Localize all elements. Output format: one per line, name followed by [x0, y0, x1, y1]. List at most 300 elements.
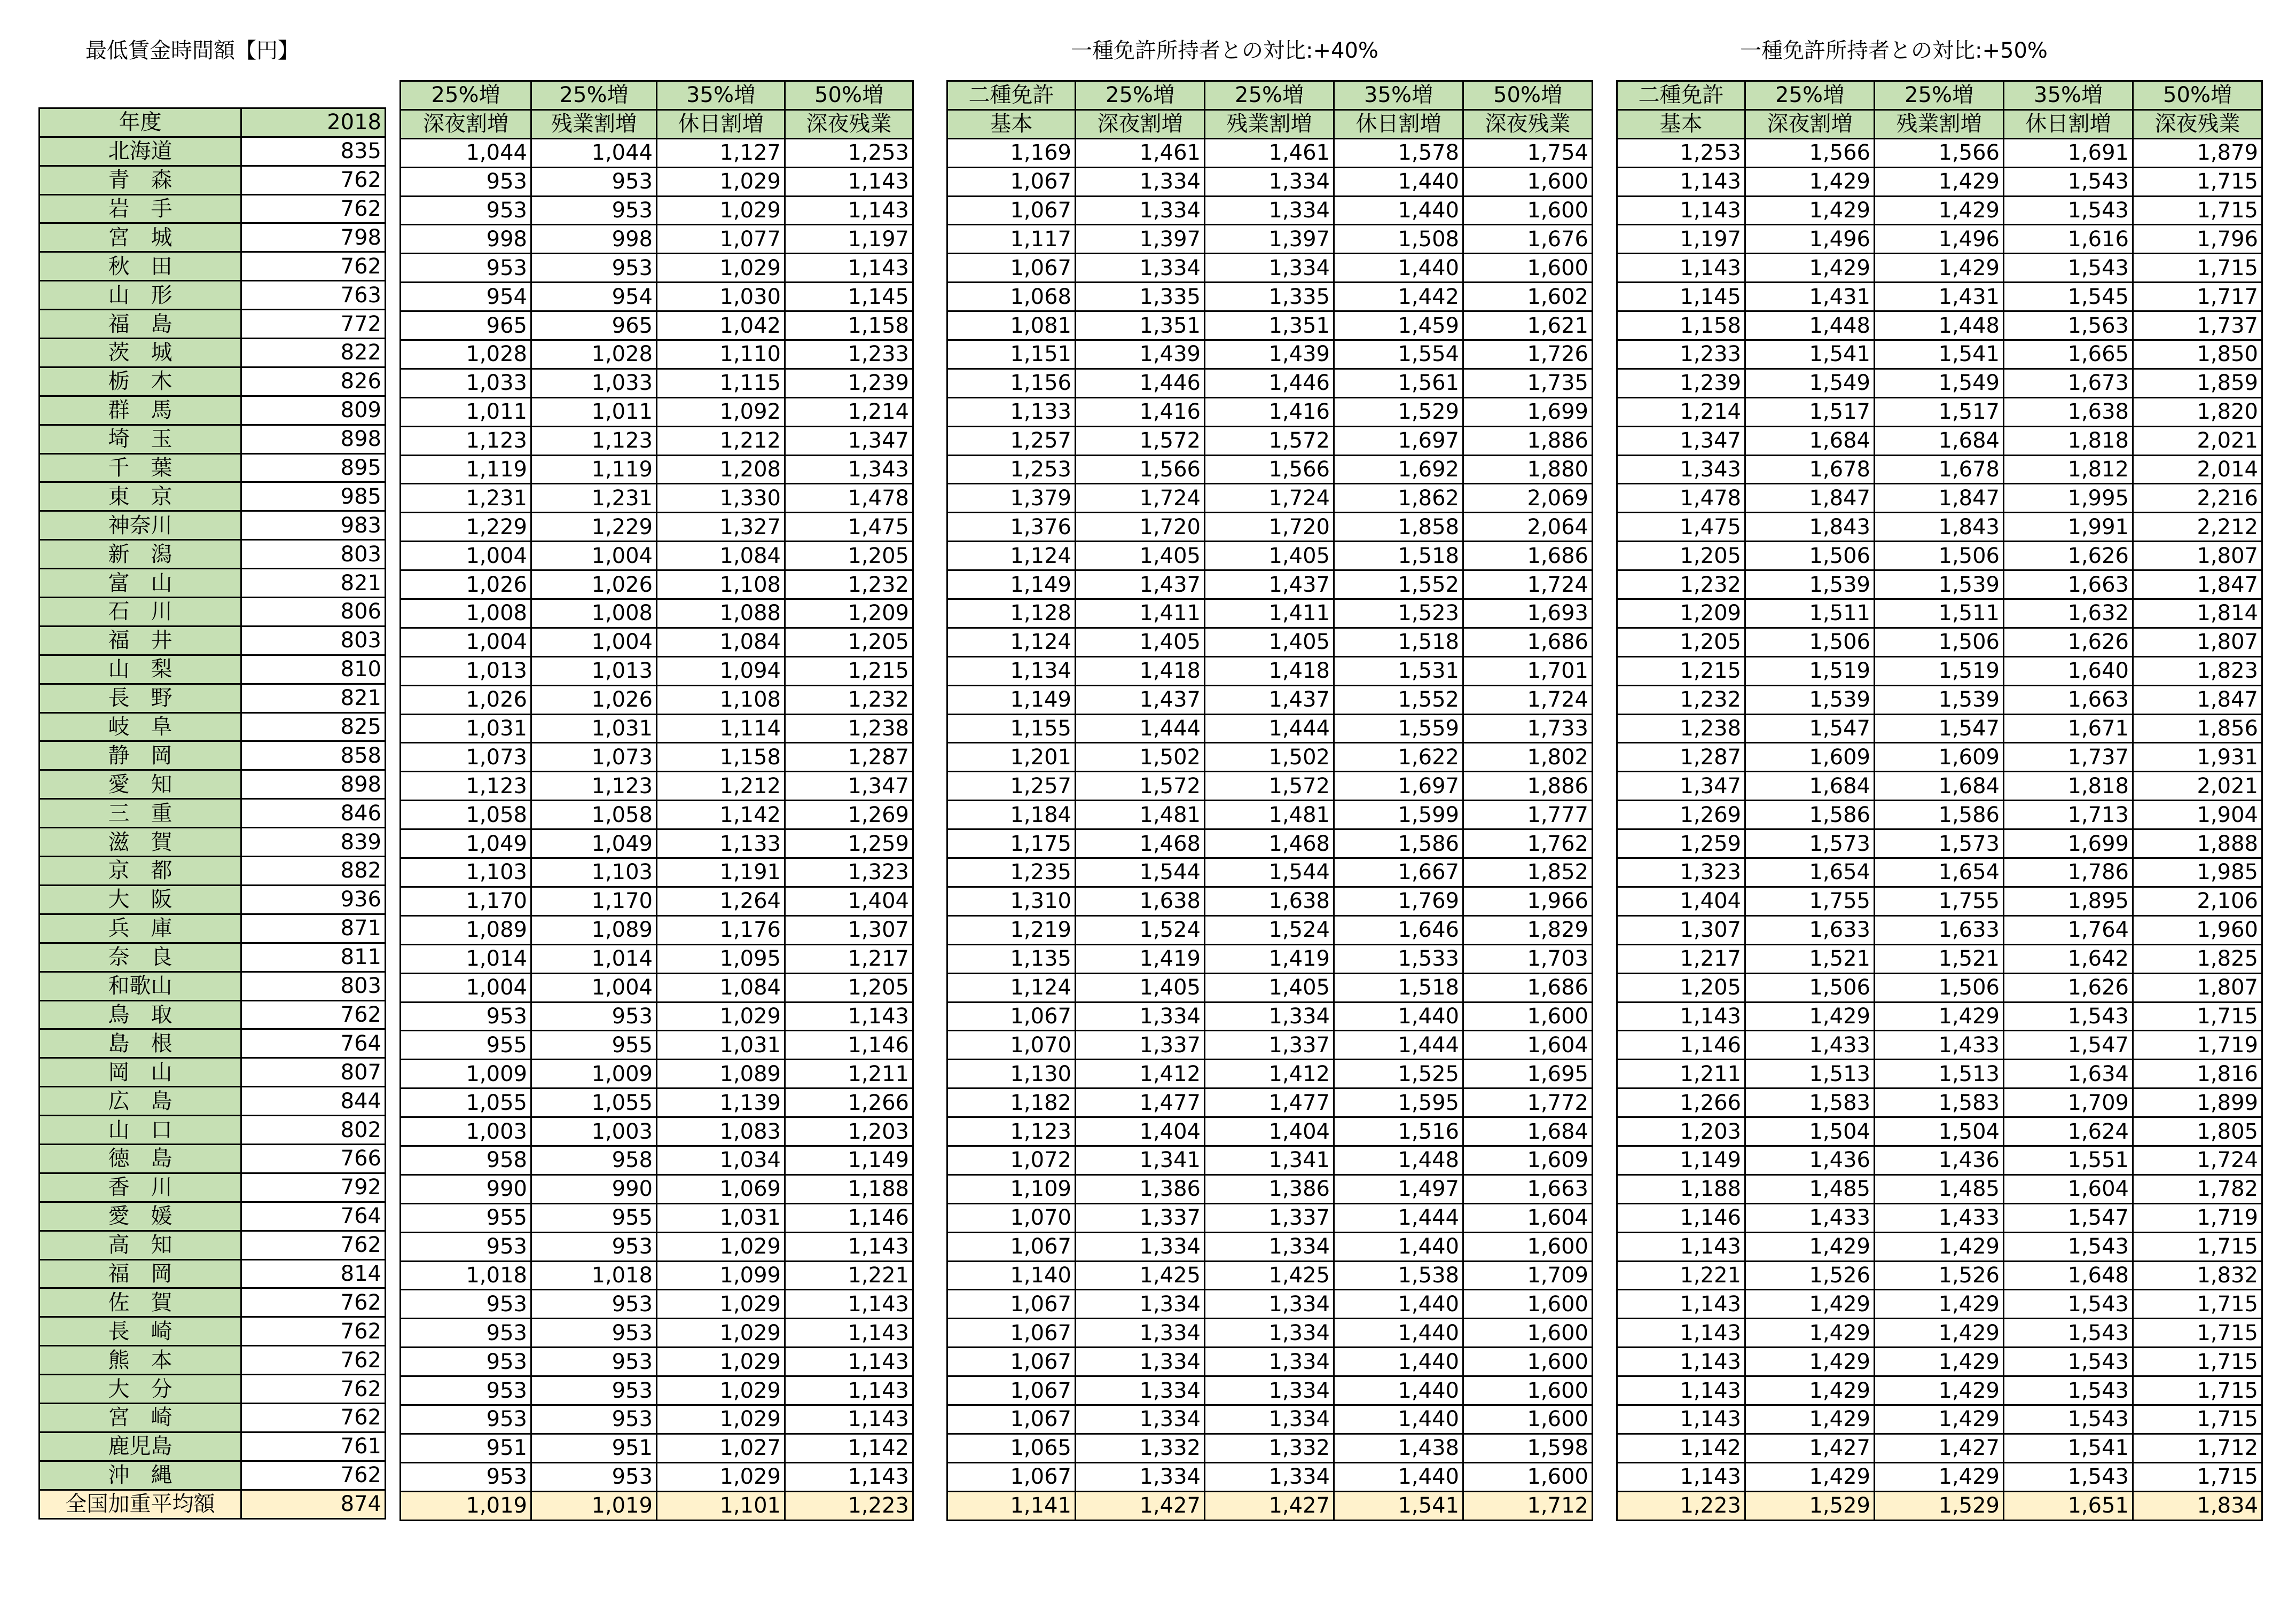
prefecture-name: 兵 庫	[40, 914, 241, 943]
wage-cell: 1,459	[1334, 311, 1463, 340]
table-row	[947, 1319, 1593, 1348]
table-row	[40, 1231, 386, 1259]
table-row	[401, 1376, 913, 1405]
wage-cell: 1,067	[947, 1376, 1076, 1405]
wage-cell: 1,642	[2004, 944, 2133, 973]
wage-cell: 1,543	[2004, 254, 2133, 283]
column-header-type: 休日割増	[2004, 109, 2133, 138]
table-row	[947, 1031, 1593, 1060]
wage-cell: 1,684	[1463, 1117, 1593, 1146]
wage-cell: 1,123	[531, 426, 657, 455]
table-row	[40, 598, 386, 627]
table-row	[401, 254, 913, 283]
wage-cell: 1,416	[1076, 397, 1205, 426]
wage-cell: 1,544	[1076, 858, 1205, 887]
wage-cell: 1,529	[1745, 1491, 1875, 1520]
wage-cell: 1,692	[1334, 455, 1463, 484]
wage-cell: 990	[531, 1174, 657, 1203]
prefecture-name: 大 分	[40, 1375, 241, 1404]
minimum-wage-value: 810	[241, 655, 386, 684]
wage-cell: 1,513	[1875, 1060, 2004, 1089]
table-row	[401, 1405, 913, 1434]
wage-cell: 1,820	[2133, 397, 2262, 426]
wage-cell: 953	[401, 1405, 531, 1434]
wage-cell: 1,547	[2004, 1203, 2133, 1232]
wage-cell: 1,600	[1463, 196, 1593, 225]
prefecture-name: 山 梨	[40, 655, 241, 684]
minimum-wage-value: 766	[241, 1144, 386, 1173]
table-row	[1617, 1261, 2262, 1290]
wage-cell: 1,235	[947, 858, 1076, 887]
table-row	[40, 1116, 386, 1145]
table-row	[947, 1261, 1593, 1290]
wage-cell: 1,715	[2133, 1319, 2262, 1348]
wage-cell: 1,442	[1334, 283, 1463, 311]
wage-cell: 1,330	[657, 484, 785, 513]
wage-cell: 1,440	[1334, 1376, 1463, 1405]
wage-cell: 1,880	[1463, 455, 1593, 484]
table-row	[1617, 1031, 2262, 1060]
wage-cell: 1,205	[785, 973, 913, 1002]
wage-cell: 1,772	[1463, 1089, 1593, 1117]
wage-cell: 1,327	[657, 513, 785, 542]
wage-cell: 1,033	[531, 369, 657, 397]
table-row	[947, 1462, 1593, 1491]
group-header-plus50: 一種免許所持者との対比:+50%	[1740, 38, 2048, 63]
wage-cell: 953	[531, 1405, 657, 1434]
wage-cell: 1,600	[1463, 167, 1593, 196]
wage-cell: 1,013	[531, 656, 657, 685]
wage-cell: 1,029	[657, 167, 785, 196]
wage-cell: 1,418	[1205, 656, 1334, 685]
wage-cell: 1,334	[1205, 1405, 1334, 1434]
wage-cell: 1,812	[2004, 455, 2133, 484]
wage-cell: 1,405	[1205, 628, 1334, 656]
wage-cell: 1,852	[1463, 858, 1593, 887]
wage-cell: 1,103	[401, 858, 531, 887]
wage-cell: 953	[531, 1290, 657, 1319]
wage-cell: 1,145	[1617, 283, 1745, 311]
wage-cell: 1,676	[1463, 225, 1593, 254]
wage-cell: 1,533	[1334, 944, 1463, 973]
wage-cell: 1,518	[1334, 973, 1463, 1002]
wage-cell: 1,440	[1334, 196, 1463, 225]
wage-cell: 1,496	[1745, 225, 1875, 254]
wage-cell: 1,084	[657, 973, 785, 1002]
wage-cell: 1,119	[531, 455, 657, 484]
wage-cell: 1,543	[2004, 1376, 2133, 1405]
wage-cell: 1,029	[657, 196, 785, 225]
wage-cell: 1,334	[1076, 1002, 1205, 1031]
wage-cell: 1,427	[1745, 1434, 1875, 1462]
wage-cell: 1,807	[2133, 542, 2262, 570]
wage-cell: 1,654	[1875, 858, 2004, 887]
prefecture-name: 滋 賀	[40, 828, 241, 857]
wage-cell: 1,221	[785, 1261, 913, 1290]
table-row	[947, 599, 1593, 628]
wage-cell: 1,886	[1463, 772, 1593, 801]
wage-cell: 1,170	[401, 887, 531, 915]
table-row	[401, 801, 913, 829]
wage-cell: 2,106	[2133, 887, 2262, 915]
wage-cell: 1,149	[947, 685, 1076, 714]
wage-cell: 1,003	[401, 1117, 531, 1146]
wage-cell: 1,823	[2133, 656, 2262, 685]
wage-cell: 1,142	[657, 801, 785, 829]
wage-cell: 1,572	[1076, 426, 1205, 455]
wage-cell: 1,551	[2004, 1146, 2133, 1174]
wage-cell: 1,223	[1617, 1491, 1745, 1520]
wage-cell: 1,188	[785, 1174, 913, 1203]
wage-cell: 1,124	[947, 628, 1076, 656]
table-row	[40, 770, 386, 799]
wage-cell: 1,638	[1076, 887, 1205, 915]
wage-cell: 1,101	[657, 1491, 785, 1520]
wage-cell: 1,029	[657, 1405, 785, 1434]
table-row	[1617, 1117, 2262, 1146]
wage-cell: 1,521	[1875, 944, 2004, 973]
table-row	[947, 283, 1593, 311]
wage-cell: 1,149	[785, 1146, 913, 1174]
wage-cell: 1,142	[1617, 1434, 1745, 1462]
wage-cell: 951	[531, 1434, 657, 1462]
minimum-wage-value: 898	[241, 770, 386, 799]
wage-cell: 1,029	[657, 1319, 785, 1348]
minimum-wage-value: 936	[241, 885, 386, 914]
wage-cell: 1,477	[1205, 1089, 1334, 1117]
wage-cell: 2,021	[2133, 426, 2262, 455]
prefecture-name: 熊 本	[40, 1346, 241, 1375]
table-row	[401, 656, 913, 685]
wage-cell: 1,561	[1334, 369, 1463, 397]
wage-cell: 1,149	[1617, 1146, 1745, 1174]
table-title: 最低賃金時間額【円】	[85, 38, 299, 63]
minimum-wage-value: 871	[241, 914, 386, 943]
wage-cell: 1,769	[1334, 887, 1463, 915]
minimum-wage-value: 763	[241, 281, 386, 310]
minimum-wage-value: 762	[241, 1375, 386, 1404]
wage-cell: 1,142	[785, 1434, 913, 1462]
wage-cell: 1,529	[1875, 1491, 2004, 1520]
table-row	[1617, 167, 2262, 196]
table-row	[947, 1174, 1593, 1203]
wage-cell: 1,343	[1617, 455, 1745, 484]
wage-cell: 1,411	[1076, 599, 1205, 628]
wage-cell: 953	[531, 1376, 657, 1405]
wage-cell: 1,814	[2133, 599, 2262, 628]
wage-cell: 1,667	[1334, 858, 1463, 887]
wage-cell: 1,133	[657, 829, 785, 858]
table-row	[40, 339, 386, 367]
prefecture-name: 長 崎	[40, 1317, 241, 1346]
wage-cell: 1,029	[657, 1376, 785, 1405]
prefecture-name: 島 根	[40, 1029, 241, 1058]
wage-cell: 1,437	[1205, 570, 1334, 599]
wage-cell: 1,541	[1334, 1491, 1463, 1520]
wage-cell: 1,436	[1745, 1146, 1875, 1174]
prefecture-name: 福 島	[40, 310, 241, 339]
wage-cell: 1,257	[947, 426, 1076, 455]
wage-cell: 1,715	[2133, 1002, 2262, 1031]
wage-cell: 1,257	[947, 772, 1076, 801]
wage-cell: 1,626	[2004, 628, 2133, 656]
table-row	[947, 426, 1593, 455]
wage-cell: 1,834	[2133, 1491, 2262, 1520]
wage-cell: 1,205	[1617, 542, 1745, 570]
table-row	[1617, 1290, 2262, 1319]
minimum-wage-value: 762	[241, 1288, 386, 1317]
wage-cell: 1,376	[947, 513, 1076, 542]
wage-cell: 1,084	[657, 542, 785, 570]
wage-cell: 1,539	[1875, 570, 2004, 599]
wage-cell: 1,124	[947, 542, 1076, 570]
table-row	[1617, 254, 2262, 283]
table-row	[1617, 397, 2262, 426]
table-row	[40, 885, 386, 914]
table-row	[947, 484, 1593, 513]
wage-cell: 1,287	[1617, 743, 1745, 772]
wage-cell: 1,726	[1463, 340, 1593, 369]
minimum-wage-value: 762	[241, 1346, 386, 1375]
wage-cell: 1,429	[1745, 1376, 1875, 1405]
wage-cell: 1,544	[1205, 858, 1334, 887]
wage-cell: 955	[401, 1203, 531, 1232]
wage-cell: 1,604	[2004, 1174, 2133, 1203]
prefecture-name: 静 岡	[40, 741, 241, 770]
wage-cell: 1,511	[1745, 599, 1875, 628]
wage-cell: 1,724	[1076, 484, 1205, 513]
wage-cell: 1,539	[1875, 685, 2004, 714]
minimum-wage-value: 762	[241, 1403, 386, 1432]
minimum-wage-value: 858	[241, 741, 386, 770]
prefecture-name: 愛 知	[40, 770, 241, 799]
wage-cell: 1,044	[531, 138, 657, 167]
table-row	[40, 1288, 386, 1317]
wage-cell: 1,143	[785, 167, 913, 196]
wage-cell: 1,506	[1745, 628, 1875, 656]
minimum-wage-value: 803	[241, 972, 386, 1000]
wage-cell: 1,719	[2133, 1031, 2262, 1060]
wage-cell: 1,429	[1875, 254, 2004, 283]
wage-cell: 1,073	[531, 743, 657, 772]
wage-cell: 1,506	[1745, 973, 1875, 1002]
prefecture-name: 岡 山	[40, 1058, 241, 1087]
wage-cell: 1,013	[401, 656, 531, 685]
wage-cell: 1,782	[2133, 1174, 2262, 1203]
table-row	[40, 310, 386, 339]
wage-cell: 1,543	[2004, 1290, 2133, 1319]
wage-cell: 1,431	[1875, 283, 2004, 311]
wage-cell: 1,058	[401, 801, 531, 829]
wage-cell: 1,067	[947, 196, 1076, 225]
wage-cell: 953	[401, 1462, 531, 1491]
wage-cell: 1,899	[2133, 1089, 2262, 1117]
wage-cell: 1,334	[1205, 1232, 1334, 1261]
column-header-type: 深夜残業	[785, 109, 913, 138]
wage-cell: 1,436	[1875, 1146, 2004, 1174]
wage-cell: 1,737	[2133, 311, 2262, 340]
table-row	[401, 685, 913, 714]
wage-cell: 1,638	[2004, 397, 2133, 426]
wage-cell: 1,802	[1463, 743, 1593, 772]
table-row	[947, 1146, 1593, 1174]
table-row	[1617, 1348, 2262, 1376]
table-row	[1617, 570, 2262, 599]
wage-cell: 1,029	[657, 254, 785, 283]
wage-cell: 1,089	[401, 915, 531, 944]
wage-cell: 1,188	[1617, 1174, 1745, 1203]
wage-cell: 1,067	[947, 1319, 1076, 1348]
wage-cell: 1,720	[1205, 513, 1334, 542]
wage-cell: 1,029	[657, 1348, 785, 1376]
wage-cell: 1,904	[2133, 801, 2262, 829]
wage-cell: 1,425	[1205, 1261, 1334, 1290]
table-row	[40, 166, 386, 194]
wage-cell: 1,715	[2133, 1376, 2262, 1405]
table-row	[40, 1375, 386, 1404]
wage-cell: 1,518	[1334, 628, 1463, 656]
wage-cell: 1,504	[1745, 1117, 1875, 1146]
column-header-rate: 50%増	[1463, 81, 1593, 110]
table-row	[401, 599, 913, 628]
wage-cell: 1,259	[785, 829, 913, 858]
wage-cell: 1,334	[1205, 1348, 1334, 1376]
wage-cell: 954	[531, 283, 657, 311]
wage-cell: 1,334	[1205, 1462, 1334, 1491]
minimum-wage-value: 761	[241, 1432, 386, 1461]
wage-cell: 1,332	[1076, 1434, 1205, 1462]
group2-table	[946, 80, 1593, 1521]
wage-cell: 1,545	[2004, 283, 2133, 311]
wage-cell: 1,169	[947, 138, 1076, 167]
wage-cell: 1,386	[1076, 1174, 1205, 1203]
table-row	[947, 196, 1593, 225]
column-header-rate: 25%増	[1875, 81, 2004, 110]
wage-cell: 1,433	[1875, 1203, 2004, 1232]
table-row	[40, 367, 386, 396]
wage-cell: 1,341	[1076, 1146, 1205, 1174]
wage-cell: 1,058	[531, 801, 657, 829]
wage-cell: 990	[401, 1174, 531, 1203]
wage-cell: 1,214	[785, 397, 913, 426]
wage-cell: 1,143	[785, 1290, 913, 1319]
wage-cell: 1,149	[947, 570, 1076, 599]
wage-cell: 1,724	[1205, 484, 1334, 513]
wage-cell: 1,818	[2004, 772, 2133, 801]
table-row	[40, 482, 386, 511]
wage-cell: 1,429	[1745, 167, 1875, 196]
table-row	[401, 1290, 913, 1319]
wage-cell: 1,566	[1745, 138, 1875, 167]
wage-cell: 1,524	[1205, 915, 1334, 944]
average-row	[401, 1491, 913, 1520]
wage-cell: 1,724	[1463, 570, 1593, 599]
wage-cell: 1,468	[1076, 829, 1205, 858]
wage-cell: 1,578	[1334, 138, 1463, 167]
table-row	[401, 944, 913, 973]
wage-cell: 1,231	[531, 484, 657, 513]
wage-cell: 1,437	[1076, 685, 1205, 714]
wage-cell: 1,205	[1617, 628, 1745, 656]
table-row	[40, 252, 386, 281]
wage-cell: 1,847	[1875, 484, 2004, 513]
minimum-wage-value: 762	[241, 1317, 386, 1346]
wage-cell: 1,720	[1076, 513, 1205, 542]
wage-cell: 953	[531, 1002, 657, 1031]
wage-cell: 1,715	[2133, 1462, 2262, 1491]
wage-cell: 1,429	[1875, 1405, 2004, 1434]
wage-cell: 1,444	[1076, 714, 1205, 743]
table-row	[1617, 1376, 2262, 1405]
wage-cell: 1,379	[947, 484, 1076, 513]
wage-cell: 1,212	[657, 426, 785, 455]
column-header-rate: 35%増	[1334, 81, 1463, 110]
wage-cell: 1,931	[2133, 743, 2262, 772]
wage-cell: 1,713	[2004, 801, 2133, 829]
table-row	[401, 369, 913, 397]
prefecture-name: 東 京	[40, 482, 241, 511]
wage-cell: 1,543	[2004, 1348, 2133, 1376]
minimum-wage-value: 802	[241, 1116, 386, 1145]
wage-cell: 1,572	[1205, 772, 1334, 801]
wage-cell: 1,478	[1617, 484, 1745, 513]
wage-cell: 1,405	[1076, 542, 1205, 570]
wage-cell: 1,431	[1745, 283, 1875, 311]
wage-cell: 1,693	[1463, 599, 1593, 628]
wage-cell: 1,203	[1617, 1117, 1745, 1146]
wage-cell: 953	[401, 1232, 531, 1261]
wage-cell: 1,232	[1617, 570, 1745, 599]
wage-cell: 951	[401, 1434, 531, 1462]
column-header-type: 深夜残業	[1463, 109, 1593, 138]
wage-cell: 1,572	[1205, 426, 1334, 455]
wage-cell: 1,856	[2133, 714, 2262, 743]
wage-cell: 1,843	[1745, 513, 1875, 542]
wage-cell: 953	[401, 167, 531, 196]
minimum-wage-value: 821	[241, 684, 386, 712]
wage-cell: 1,485	[1875, 1174, 2004, 1203]
wage-cell: 1,197	[1617, 225, 1745, 254]
table-row	[947, 628, 1593, 656]
prefecture-name: 北海道	[40, 137, 241, 166]
table-row	[40, 914, 386, 943]
prefecture-name: 宮 城	[40, 223, 241, 252]
table-row	[40, 1144, 386, 1173]
wage-cell: 1,115	[657, 369, 785, 397]
table-row	[40, 943, 386, 972]
minimum-wage-value: 898	[241, 425, 386, 453]
prefecture-name: 山 口	[40, 1116, 241, 1145]
wage-cell: 1,067	[947, 1462, 1076, 1491]
wage-cell: 1,143	[785, 254, 913, 283]
prefecture-name: 埼 玉	[40, 425, 241, 453]
wage-cell: 1,095	[657, 944, 785, 973]
wage-cell: 1,143	[785, 1319, 913, 1348]
wage-cell: 1,143	[1617, 1348, 1745, 1376]
wage-cell: 1,663	[2004, 570, 2133, 599]
table-row	[401, 283, 913, 311]
table-row	[947, 858, 1593, 887]
table-row	[947, 915, 1593, 944]
wage-cell: 1,405	[1076, 973, 1205, 1002]
table-row	[40, 712, 386, 741]
wage-cell: 1,715	[2133, 1348, 2262, 1376]
wage-cell: 1,239	[1617, 369, 1745, 397]
table-row	[40, 1432, 386, 1461]
wage-cell: 953	[531, 1319, 657, 1348]
wage-cell: 1,334	[1076, 1462, 1205, 1491]
wage-cell: 1,334	[1076, 1319, 1205, 1348]
